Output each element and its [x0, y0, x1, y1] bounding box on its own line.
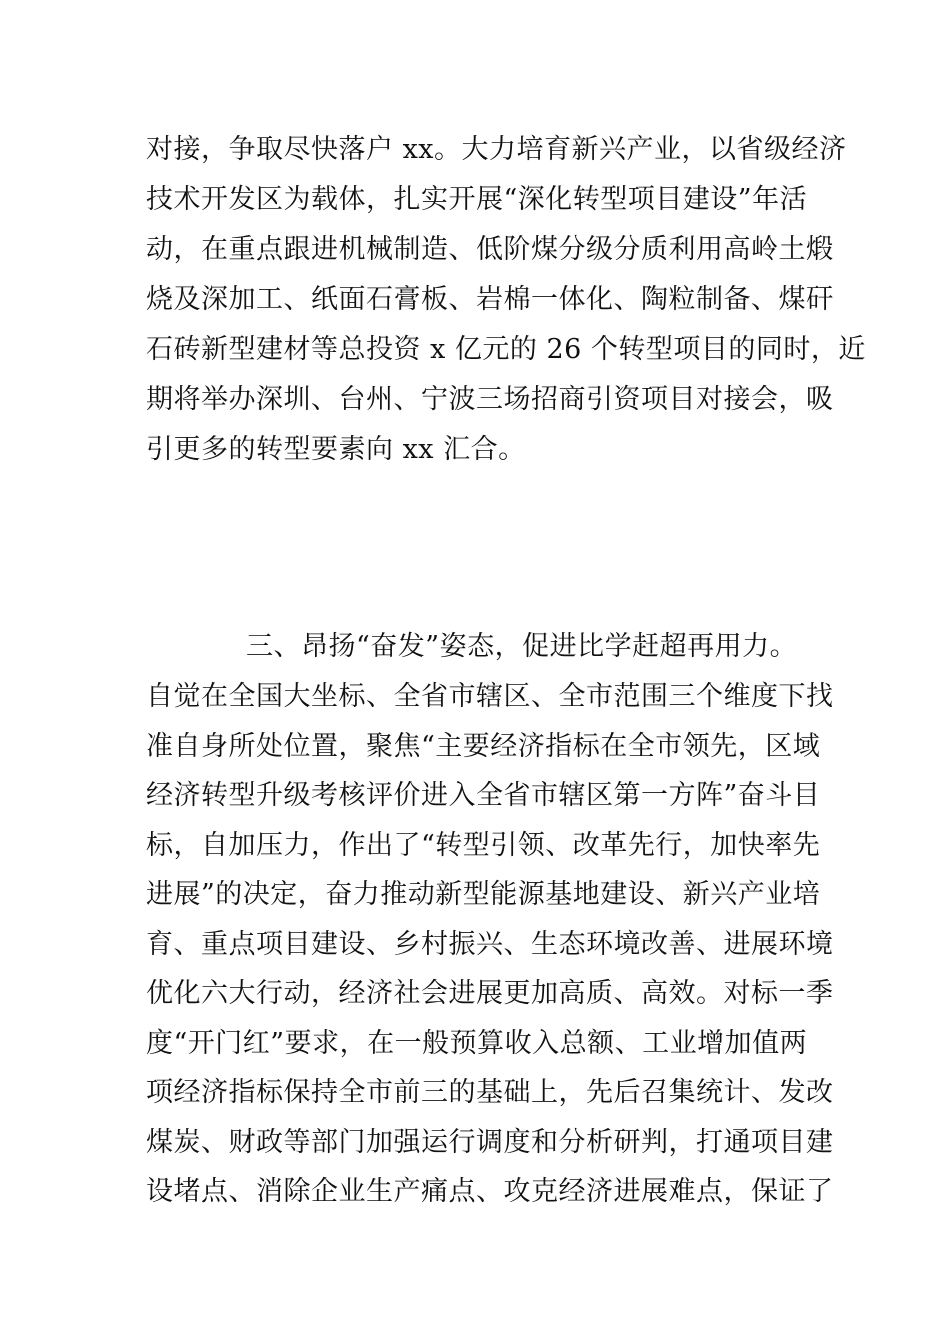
text-line: 标，自加压力，作出了“转型引领、改革先行，加快率先	[146, 830, 821, 861]
text-line: 项经济指标保持全市前三的基础上，先后召集统计、发改	[146, 1077, 834, 1108]
text-line: 石砖新型建材等总投资 x 亿元的 26 个转型项目的同时，近	[146, 334, 866, 365]
text-line: 准自身所处位置，聚焦“主要经济指标在全市领先，区域	[146, 731, 821, 762]
text-line: 育、重点项目建设、乡村振兴、生态环境改善、进展环境	[146, 929, 834, 960]
text-line: 优化六大行动，经济社会进展更加高质、高效。对标一季	[146, 978, 834, 1009]
text-line: 动，在重点跟进机械制造、低阶煤分级分质利用高岭土煅	[146, 234, 834, 265]
text-line: 设堵点、消除企业生产痛点、攻克经济进展难点，保证了	[146, 1176, 834, 1207]
text-line: 烧及深加工、纸面石膏板、岩棉一体化、陶粒制备、煤矸	[146, 284, 834, 315]
text-line: 进展”的决定，奋力推动新型能源基地建设、新兴产业培	[146, 879, 821, 910]
text-line: 自觉在全国大坐标、全省市辖区、全市范围三个维度下找	[146, 681, 834, 712]
text-line: 对接，争取尽快落户 xx。大力培育新兴产业，以省级经济	[146, 134, 847, 165]
text-line: 期将举办深圳、台州、宁波三场招商引资项目对接会，吸	[146, 384, 834, 415]
text-line: 引更多的转型要素向 xx 汇合。	[146, 434, 526, 465]
text-line: 技术开发区为载体，扎实开展“深化转型项目建设”年活	[146, 184, 808, 215]
section-heading-line: 三、昂扬“奋发”姿态，促进比学赶超再用力。	[246, 631, 798, 662]
text-line: 煤炭、财政等部门加强运行调度和分析研判，打通项目建	[146, 1127, 834, 1158]
text-line: 度“开门红”要求，在一般预算收入总额、工业增加值两	[146, 1028, 808, 1059]
text-line: 经济转型升级考核评价进入全省市辖区第一方阵”奋斗目	[146, 780, 821, 811]
